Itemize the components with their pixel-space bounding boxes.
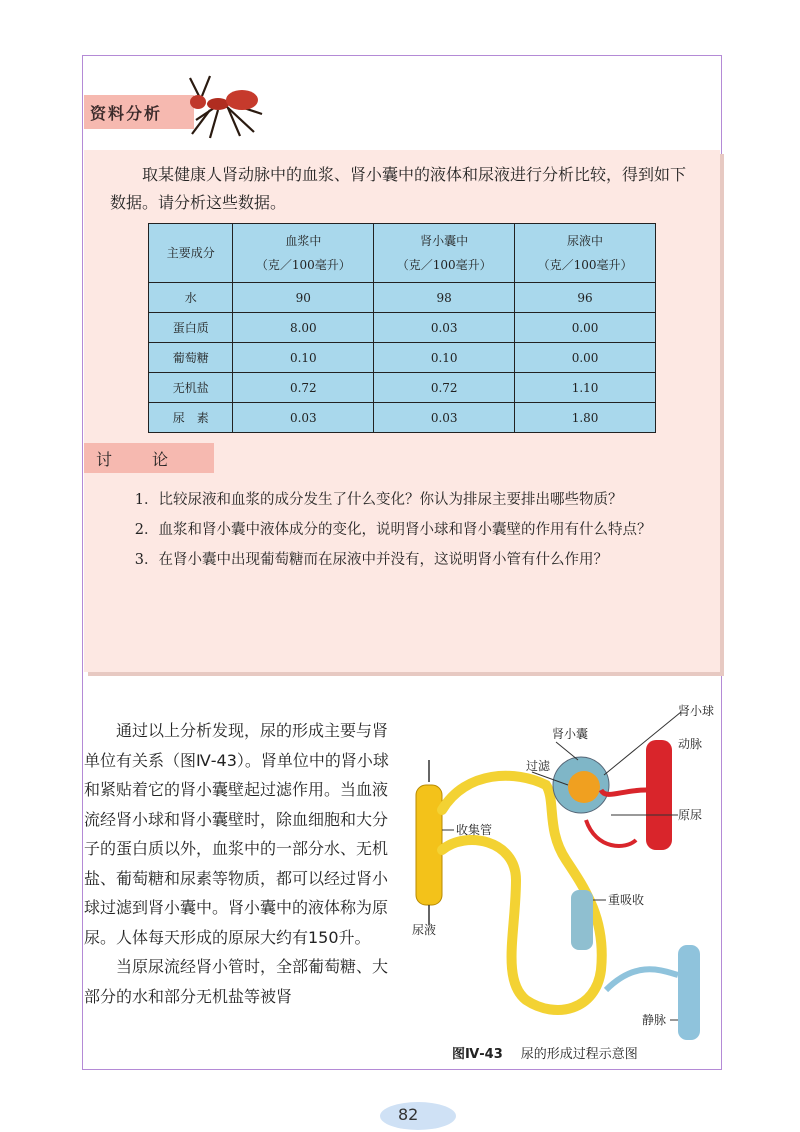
header-plasma-line1: 血浆中 <box>285 234 322 248</box>
cell-plasma: 0.03 <box>233 403 374 433</box>
cell-urine: 1.10 <box>515 373 656 403</box>
cell-urine: 96 <box>515 283 656 313</box>
question-2: 2．血浆和肾小囊中液体成分的变化，说明肾小球和肾小囊壁的作用有什么特点？ <box>134 522 652 538</box>
cell-urine: 0.00 <box>515 343 656 373</box>
composition-table <box>148 223 656 433</box>
vein-shape <box>678 945 700 1040</box>
page-number-text: 82 <box>398 1105 419 1124</box>
reabsorption-vessel-shape <box>571 890 593 950</box>
row-label: 葡萄糖 <box>149 343 233 373</box>
glomerulus-shape <box>568 771 600 803</box>
body-paragraph-2: 当原尿流经肾小管时，全部葡萄糖、大部分的水和部分无机盐等被肾 <box>84 957 389 1006</box>
discussion-title-a: 讨 <box>96 450 113 469</box>
venule-shape <box>606 969 678 990</box>
artery-shape <box>646 740 672 850</box>
body-text <box>84 716 396 1011</box>
table-row <box>149 313 656 343</box>
cell-urine: 1.80 <box>515 403 656 433</box>
row-label: 水 <box>149 283 233 313</box>
section-badge-label: 资料分析 <box>90 104 163 123</box>
question-1: 1．比较尿液和血浆的成分发生了什么变化？你认为排尿主要排出哪些物质？ <box>134 492 623 508</box>
header-label: 主要成分 <box>149 224 233 283</box>
capillary-shape <box>586 820 636 846</box>
intro-paragraph <box>110 161 700 217</box>
collecting-duct-shape <box>416 785 442 905</box>
table-row <box>149 373 656 403</box>
cell-capsule: 0.10 <box>374 343 515 373</box>
header-plasma-line2: （克／100毫升） <box>255 258 351 272</box>
label-collecting-duct: 收集管 <box>456 823 493 837</box>
figure-number: 图Ⅳ-43 <box>452 1047 503 1062</box>
discussion-title-b: 论 <box>152 450 169 469</box>
table-row <box>149 343 656 373</box>
cell-plasma: 8.00 <box>233 313 374 343</box>
label-artery: 动脉 <box>678 737 703 751</box>
header-capsule-line2: （克／100毫升） <box>396 258 492 272</box>
label-reabsorption: 重吸收 <box>608 893 645 907</box>
header-urine-line1: 尿液中 <box>567 234 604 248</box>
label-capsule: 肾小囊 <box>552 727 589 741</box>
cell-capsule: 98 <box>374 283 515 313</box>
header-capsule-line1: 肾小囊中 <box>420 234 469 248</box>
ant-icon <box>170 72 270 142</box>
intro-text: 取某健康人肾动脉中的血浆、肾小囊中的液体和尿液进行分析比较，得到如下数据。请分析这些数据。 <box>110 165 687 212</box>
cell-urine: 0.00 <box>515 313 656 343</box>
cell-capsule: 0.03 <box>374 403 515 433</box>
header-capsule <box>374 224 515 283</box>
body-paragraph-1: 通过以上分析发现，尿的形成主要与肾单位有关系（图Ⅳ-43）。肾单位中的肾小球和紧贴着它的肾小囊壁起过滤作用。当血液流经肾小球和肾小囊壁时，除血细胞和大分子的蛋白质以外，血浆中的一部分水、无机盐、葡萄糖和尿素等物质，都可以经过肾小球过滤到肾小囊中。肾小囊中的液体称为原尿。人体每天形成的原尿大约有150升。 <box>84 721 389 947</box>
discussion-badge <box>84 443 214 473</box>
label-filtration: 过滤 <box>526 759 551 773</box>
figure-caption <box>452 1043 638 1062</box>
label-glomerulus: 肾小球 <box>678 704 715 718</box>
table-row <box>149 403 656 433</box>
header-urine-line2: （克／100毫升） <box>537 258 633 272</box>
label-primary-urine: 原尿 <box>678 808 703 822</box>
figure-title: 尿的形成过程示意图 <box>520 1047 638 1062</box>
cell-plasma: 0.10 <box>233 343 374 373</box>
page-number <box>378 1096 458 1132</box>
header-plasma <box>233 224 374 283</box>
label-urine: 尿液 <box>412 923 437 937</box>
cell-capsule: 0.03 <box>374 313 515 343</box>
header-urine <box>515 224 656 283</box>
question-3: 3．在肾小囊中出现葡萄糖而在尿液中并没有，这说明肾小管有什么作用？ <box>134 552 609 568</box>
row-label: 尿 素 <box>149 403 233 433</box>
discussion-questions <box>100 486 704 576</box>
cell-plasma: 0.72 <box>233 373 374 403</box>
row-label: 无机盐 <box>149 373 233 403</box>
cell-capsule: 0.72 <box>374 373 515 403</box>
table-row <box>149 283 656 313</box>
label-vein: 静脉 <box>642 1013 667 1027</box>
table-header-row <box>149 224 656 283</box>
urine-formation-diagram <box>406 690 720 1070</box>
row-label: 蛋白质 <box>149 313 233 343</box>
cell-plasma: 90 <box>233 283 374 313</box>
